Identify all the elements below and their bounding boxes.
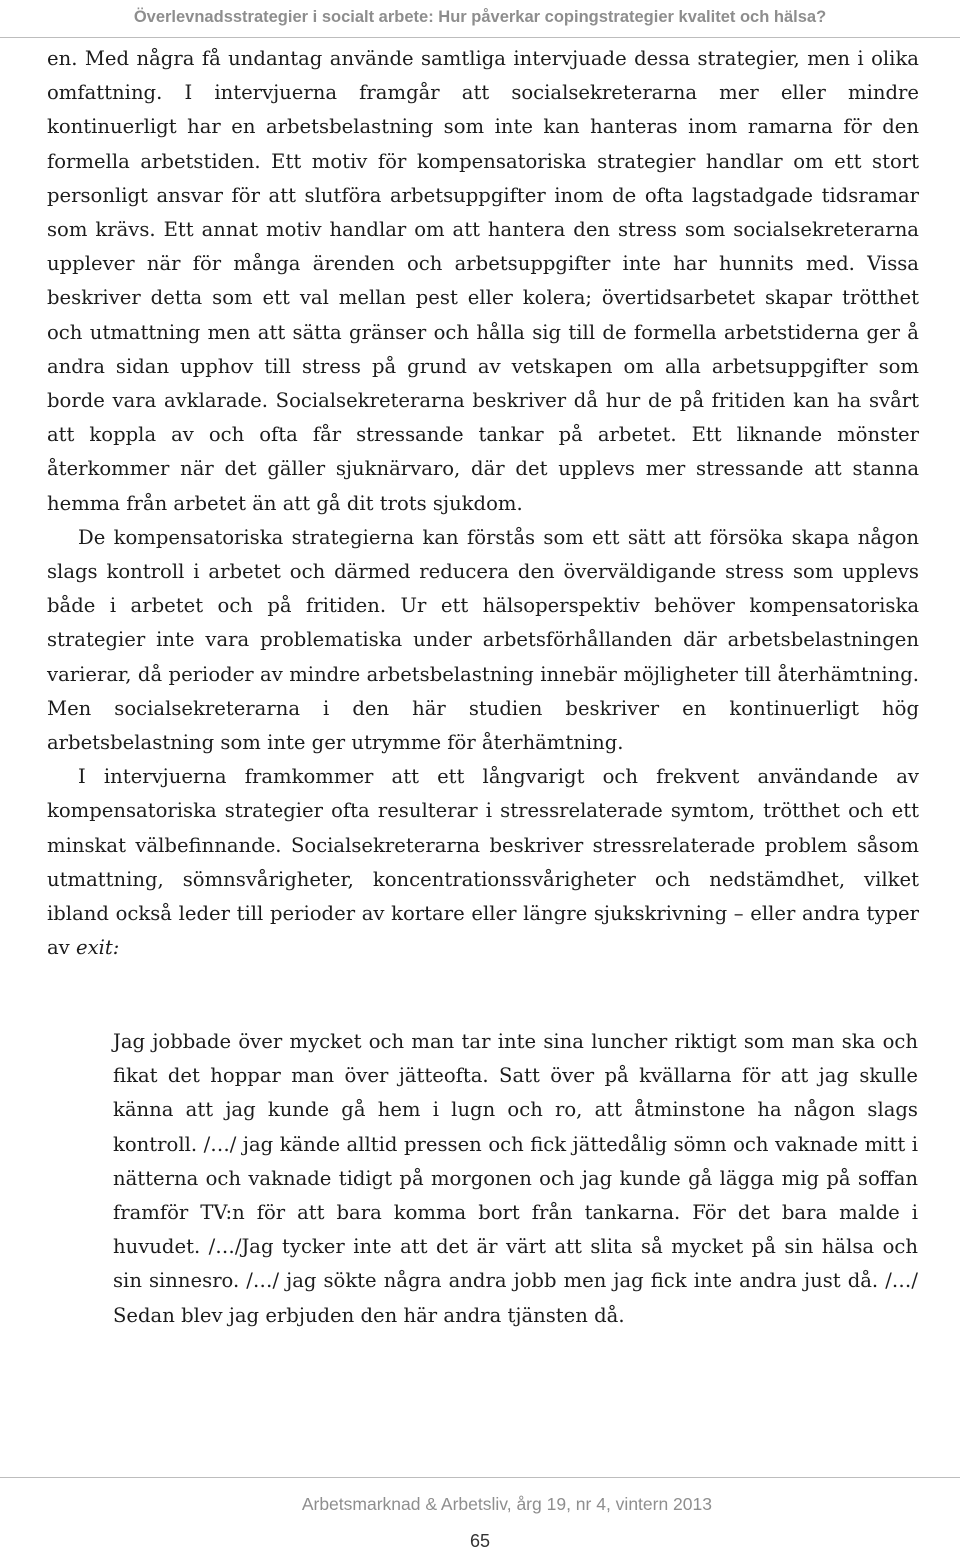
article-body (47, 42, 919, 965)
paragraph-3-emphasis: exit: (75, 936, 120, 960)
paragraph-1: en. Med några få undantag använde samtliga intervjuade dessa strategier, men i olika omfattning. I intervjuerna framgår att socialsekreterarna mer eller mindre kontinuerligt har en arbetsbelastning som inte kan hanteras inom ramarna för den formella arbetstiden. Ett motiv för kompensatoriska strategier handlar om ett stort personligt ansvar för att slutföra arbetsuppgifter inom de ofta lagstadgade tidsramar som krävs. Ett annat motiv handlar om att hantera den stress som socialsekreterarna upplever när för många ärenden och arbetsuppgifter inte har hunnits med. Vissa beskriver detta som ett val mellan pest eller kolera; övertidsarbetet skapar trötthet och utmattning men att sätta gränser och hålla sig till de formella arbetstiderna ger å andra sidan upphov till stress på grund av vetskapen om alla arbetsuppgifter som borde vara avklarade. Socialsekreterarna beskriver då hur de på fritiden kan ha svårt att koppla av och ofta får stressande tankar på arbetet. Ett liknande mönster återkommer när det gäller sjuknärvaro, där det upplevs mer stressande att stanna hemma från arbetet än att gå dit trots sjukdom. (47, 47, 919, 515)
page-number: 65 (469, 1531, 491, 1551)
paragraph-3-text: I intervjuerna framkommer att ett långvarigt och frekvent användande av kompensatoriska strategier ofta resulterar i stressrelaterade symtom, trötthet och ett minskat välbefinnande. Socialsekreterarna beskriver stressrelaterade problem såsom utmattning, sömnsvårigheter, koncentrationssvårigheter och nedstämdhet, vilket ibland också leder till perioder av kortare eller längre sjukskrivning – eller andra typer av (47, 765, 919, 960)
paragraph-3 (47, 760, 919, 965)
journal-citation: Arbetsmarknad & Arbetsliv, årg 19, nr 4, vintern 2013 (301, 1494, 712, 1514)
header-divider (0, 37, 960, 38)
footer-divider (0, 1477, 960, 1478)
interview-quote: Jag jobbade över mycket och man tar inte sina luncher riktigt som man ska och fikat det hoppar man över jätteofta. Satt över på kvällarna för att jag skulle känna att jag kunde gå hem i lugn och ro, att åtminstone ha någon slags kontroll. /…/ jag kände alltid pressen och fick jättedålig sömn och vaknade mitt i nätterna och vaknade tidigt på morgonen och jag kunde gå lägga mig på soffan framför TV:n för att bara komma bort från tankarna. För det bara malde i huvudet. /…/Jag tycker inte att det är värt att slita så mycket på sin hälsa och sin sinnesro. /…/ jag sökte några andra jobb men jag fick inte andra just då. /…/ Sedan blev jag erbjuden den här andra tjänsten då. (113, 1030, 918, 1327)
running-header: Överlevnadsstrategier i socialt arbete: Hur påverkar copingstrategier kvalitet och hälsa? (133, 8, 827, 26)
paragraph-2: De kompensatoriska strategierna kan förstås som ett sätt att försöka skapa någon slags kontroll i arbetet och därmed reducera den överväldigande stress som upplevs både i arbetet och på fritiden. Ur ett hälsoperspektiv behöver kompensatoriska strategier inte vara problematiska under arbetsförhållanden där arbetsbelastningen varierar, då perioder av mindre arbetsbelastning innebär möjligheter till återhämtning. Men socialsekreterarna i den här studien beskriver en kontinuerligt hög arbetsbelastning som inte ger utrymme för återhämtning. (47, 525, 919, 755)
